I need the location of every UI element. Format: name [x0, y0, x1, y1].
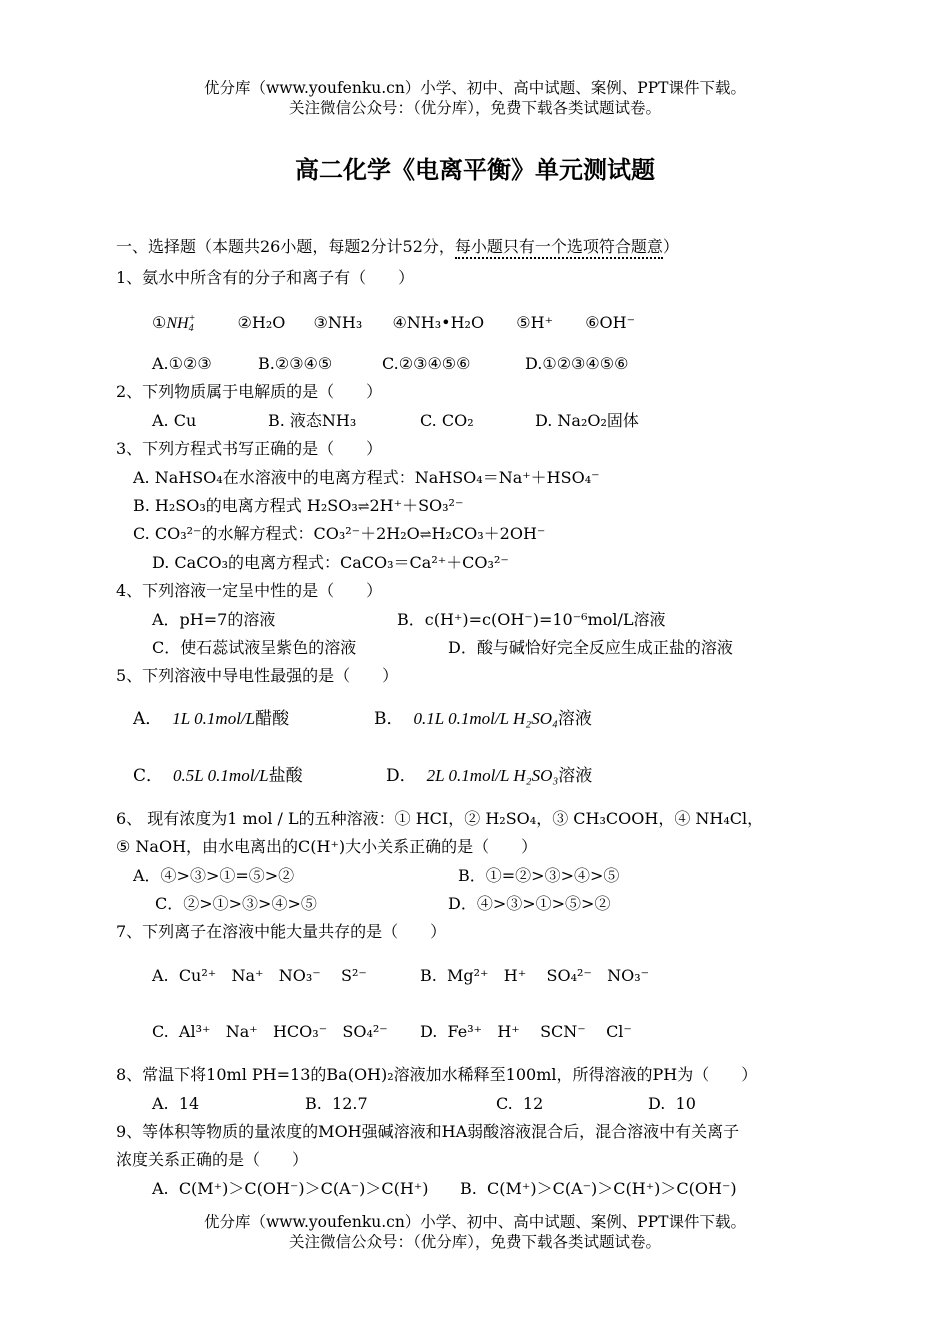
q1-stem: 1、氨水中所含有的分子和离子有（ ）: [116, 268, 415, 287]
q8-option-a: A. 14: [152, 1094, 200, 1113]
q1-species-1-formula: NH + 4: [166, 313, 196, 335]
q4-option-b: B．c(H⁺)=c(OH⁻)=10⁻⁶mol/L溶液: [397, 610, 666, 629]
q6-stem-line-1: 6、 现有浓度为1 mol / L的五种溶液：① HCI，② H₂SO₄，③ CH₃COOH，④ NH₄Cl，: [116, 809, 764, 828]
q9-stem-line-2: 浓度关系正确的是（ ）: [116, 1150, 309, 1169]
q6-option-b: B．①=②>③>④>⑤: [458, 866, 620, 885]
q9-stem-line-1: 9、等体积等物质的量浓度的MOH强碱溶液和HA弱酸溶液混合后，混合溶液中有关离子: [116, 1122, 740, 1141]
footer-line-1: 优分库（www.youfenku.cn）小学、初中、高中试题、案例、PPT课件下载。: [203, 1213, 747, 1231]
q1-species-5: ⑤H⁺: [516, 313, 554, 332]
q7-option-b: B. Mg²⁺ H⁺ SO₄²⁻ NO₃⁻: [420, 966, 650, 985]
q2-stem: 2、下列物质属于电解质的是（ ）: [116, 382, 383, 401]
q1-species-3: ③NH₃: [313, 313, 363, 332]
page-title: 高二化学《电离平衡》单元测试题: [295, 156, 655, 184]
q7-stem: 7、下列离子在溶液中能大量共存的是（ ）: [116, 922, 447, 941]
q5-option-a: A． 1L 0.1mol/L醋酸: [133, 709, 290, 729]
q8-option-c: C. 12: [496, 1094, 544, 1113]
q1-species-6: ⑥OH⁻: [585, 313, 636, 332]
q8-option-d: D. 10: [648, 1094, 696, 1113]
q1-species-4: ④NH₃•H₂O: [392, 313, 485, 332]
q5-option-b: B． 0.1L 0.1mol/L H₂SO₄溶液: [374, 709, 592, 729]
section-emphasis: 每小题只有一个选项符合题意: [455, 237, 663, 259]
q4-option-d: D．酸与碱恰好完全反应生成正盐的溶液: [448, 638, 733, 657]
q3-option-c: C. CO₃²⁻的水解方程式：CO₃²⁻＋2H₂O⇌H₂CO₃＋2OH⁻: [133, 524, 546, 543]
q3-option-a: A. NaHSO₄在水溶液中的电离方程式：NaHSO₄＝Na⁺＋HSO₄⁻: [133, 468, 600, 487]
header-line-1: 优分库（www.youfenku.cn）小学、初中、高中试题、案例、PPT课件下载。: [203, 79, 747, 97]
q1-option-a: A.①②③: [152, 354, 212, 373]
q6-option-d: D．④>③>①>⑤>②: [448, 894, 611, 913]
q7-option-d: D. Fe³⁺ H⁺ SCN⁻ Cl⁻: [420, 1022, 632, 1041]
q9-option-a: A. C(M⁺)＞C(OH⁻)＞C(A⁻)＞C(H⁺): [152, 1179, 429, 1198]
section-end: ）: [662, 237, 679, 256]
q4-option-a: A．pH=7的溶液: [152, 610, 276, 629]
q1-species-1-num: ①: [152, 313, 167, 332]
q2-option-d: D. Na₂O₂固体: [535, 411, 639, 430]
section-heading: [116, 236, 679, 258]
section-intro: 一、选择题（本题共26小题，每题2分计52分，: [116, 237, 455, 256]
q7-option-a: A. Cu²⁺ Na⁺ NO₃⁻ S²⁻: [152, 966, 367, 985]
q5-option-c: C． 0.5L 0.1mol/L盐酸: [133, 766, 303, 786]
q9-option-b: B. C(M⁺)＞C(A⁻)＞C(H⁺)＞C(OH⁻): [460, 1179, 737, 1198]
q3-option-d: D. CaCO₃的电离方程式：CaCO₃＝Ca²⁺＋CO₃²⁻: [152, 553, 509, 572]
q1-species-2: ②H₂O: [237, 313, 286, 332]
q4-option-c: C．使石蕊试液呈紫色的溶液: [152, 638, 357, 657]
q1-species: [152, 312, 635, 335]
q3-stem: 3、下列方程式书写正确的是（ ）: [116, 439, 383, 458]
q1-option-d: D.①②③④⑤⑥: [525, 354, 629, 373]
footer-line-2: 关注微信公众号：（优分库），免费下载各类试题试卷。: [288, 1233, 661, 1251]
q6-option-a: A．④>③>①=⑤>②: [133, 866, 295, 885]
q8-option-b: B. 12.7: [305, 1094, 368, 1113]
equilibrium-arrow-icon: ⇌: [419, 526, 432, 543]
q8-stem: 8、常温下将10ml PH=13的Ba(OH)₂溶液加水稀释至100ml，所得溶液的PH为（ ）: [116, 1065, 758, 1084]
q1-option-c: C.②③④⑤⑥: [382, 354, 471, 373]
header-line-2: 关注微信公众号：（优分库），免费下载各类试题试卷。: [288, 99, 661, 117]
q6-option-c: C．②>①>③>④>⑤: [155, 894, 317, 913]
q6-stem-line-2: ⑤ NaOH，由水电离出的C(H⁺)大小关系正确的是（ ）: [116, 837, 538, 856]
q4-stem: 4、下列溶液一定呈中性的是（ ）: [116, 581, 383, 600]
q1-option-b: B.②③④⑤: [258, 354, 333, 373]
q3-option-b: B. H₂SO₃的电离方程式 H₂SO₃⇌2H⁺＋SO₃²⁻: [133, 496, 464, 515]
equilibrium-arrow-icon: ⇌: [357, 498, 370, 515]
q5-option-d: D． 2L 0.1mol/L H₂SO₃溶液: [386, 766, 593, 786]
q2-option-c: C. CO₂: [420, 411, 474, 430]
q2-option-b: B. 液态NH₃: [268, 411, 357, 430]
q2-option-a: A. Cu: [152, 411, 197, 430]
q5-stem: 5、下列溶液中导电性最强的是（ ）: [116, 666, 399, 685]
q7-option-c: C. Al³⁺ Na⁺ HCO₃⁻ SO₄²⁻: [152, 1022, 388, 1041]
